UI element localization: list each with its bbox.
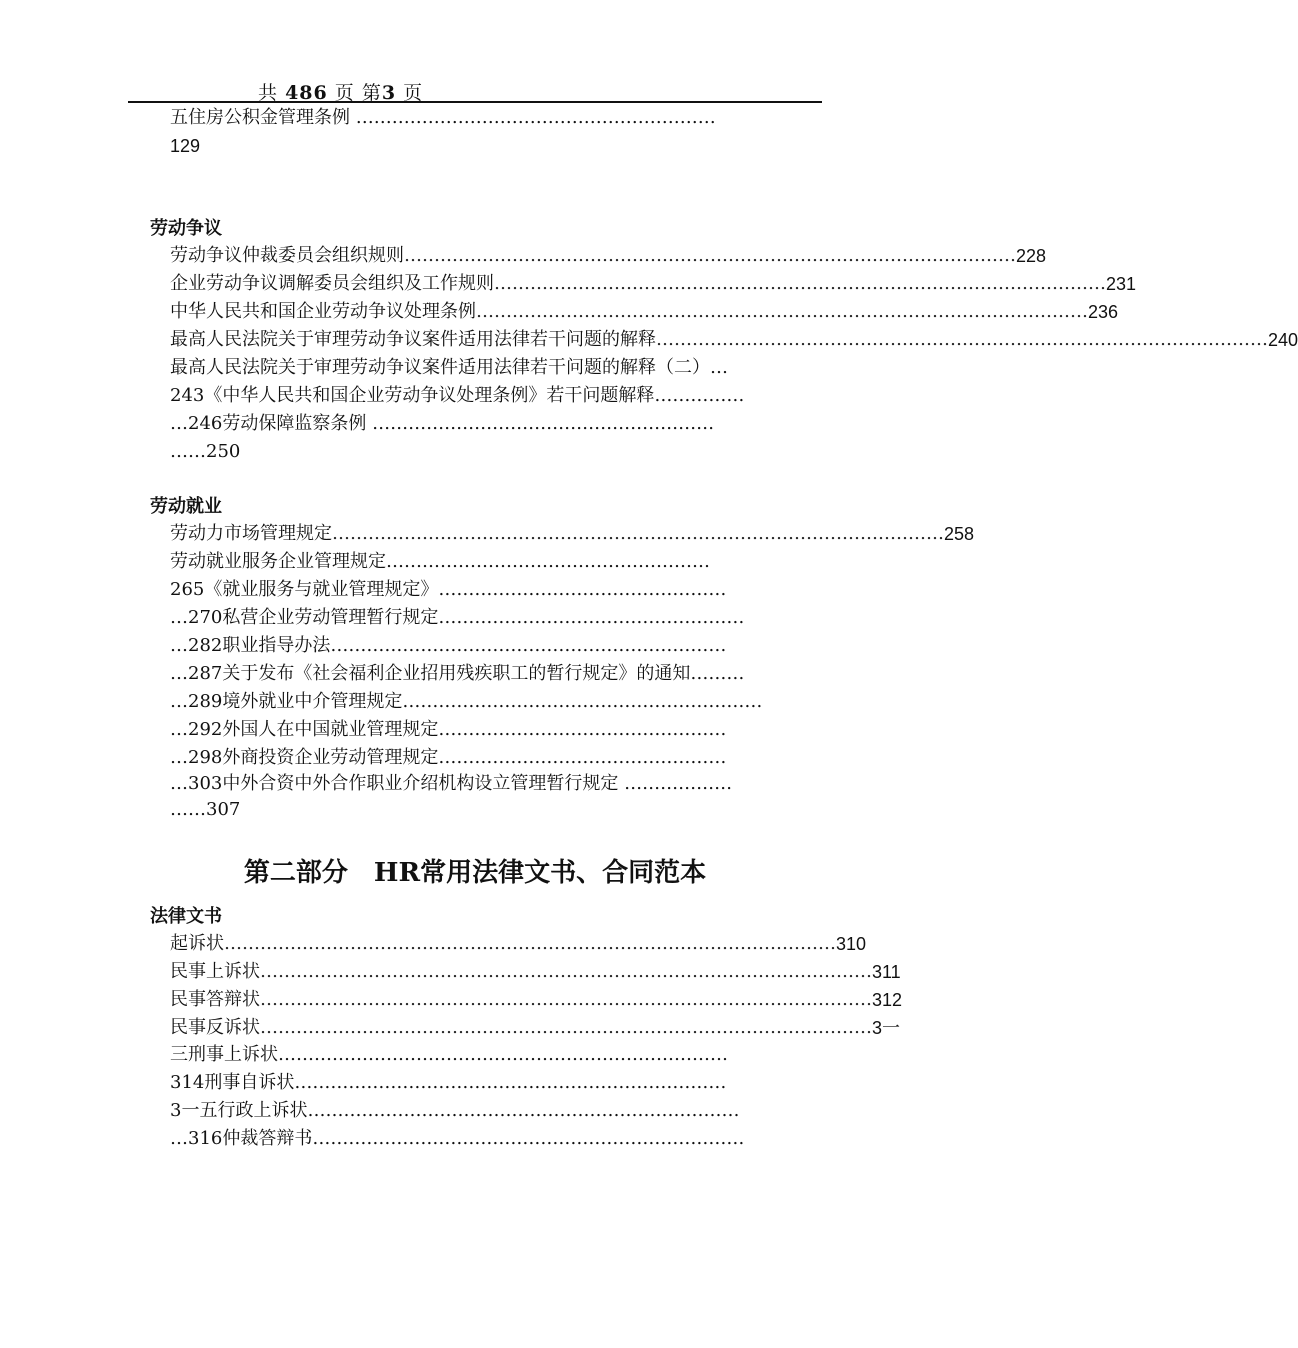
toc-line[interactable]: …298外商投资企业劳动管理规定………………………………………… xyxy=(170,747,727,768)
header-middle: 页 第 xyxy=(334,82,382,104)
toc-line[interactable]: …289境外就业中介管理规定…………………………………………………… xyxy=(170,691,763,712)
current-page: 3 xyxy=(381,82,397,104)
toc-line[interactable]: 企业劳动争议调解委员会组织及工作规则 ………………………………………………………………………………………… 231 xyxy=(170,271,822,297)
toc-line[interactable]: ……307 xyxy=(170,799,241,820)
toc-line[interactable]: 243《中华人民共和国企业劳动争议处理条例》若干问题解释…………… xyxy=(170,385,745,406)
leader-dots: ………………………………………………………………………………………… xyxy=(476,301,1088,322)
leader-dots: ………………………………………………………………………………………… xyxy=(224,933,836,954)
toc-line[interactable]: 起诉状 ………………………………………………………………………………………… 310 xyxy=(170,931,822,957)
header-rule xyxy=(128,101,822,103)
toc-line[interactable]: 中华人民共和国企业劳动争议处理条例 ………………………………………………………………………………………… 236 xyxy=(170,299,822,325)
leader-dots: ………………………………………………………………………………………… xyxy=(260,989,872,1010)
toc-line[interactable]: …246劳动保障监察条例 ………………………………………………… xyxy=(170,413,715,434)
toc-line[interactable]: 129 xyxy=(170,136,201,156)
leader-dots: ………………………………………………………………………………………… xyxy=(332,523,944,544)
toc-line[interactable]: …316仲裁答辩书……………………………………………………………… xyxy=(170,1128,745,1149)
toc-line[interactable]: 三刑事上诉状………………………………………………………………… xyxy=(170,1044,728,1065)
toc-line[interactable]: 劳动争议仲裁委员会组织规则 ………………………………………………………………………………………… 228 xyxy=(170,243,822,269)
toc-line[interactable]: …282职业指导办法………………………………………………………… xyxy=(170,635,727,656)
section-heading: 劳动争议 xyxy=(150,218,222,239)
header-prefix: 共 xyxy=(258,82,279,104)
toc-line[interactable]: …303中外合资中外合作职业介绍机构设立管理暂行规定 ……………… xyxy=(170,773,733,794)
toc-line[interactable]: 314刑事自诉状……………………………………………………………… xyxy=(170,1072,727,1093)
toc-line[interactable]: 民事上诉状 ………………………………………………………………………………………… 311 xyxy=(170,959,822,985)
toc-line[interactable]: 五住房公积金管理条例 …………………………………………………… xyxy=(170,107,716,128)
toc-line[interactable]: 民事答辩状 ………………………………………………………………………………………… 312 xyxy=(170,987,822,1013)
toc-line[interactable]: 劳动就业服务企业管理规定……………………………………………… xyxy=(170,551,710,572)
leader-dots: ………………………………………………………………………………………… xyxy=(494,273,1106,294)
toc-line[interactable]: …287关于发布《社会福利企业招用残疾职工的暂行规定》的通知……… xyxy=(170,663,745,684)
section-heading: 劳动就业 xyxy=(150,496,222,517)
total-pages: 486 xyxy=(285,82,328,104)
leader-dots: ………………………………………………………………………………………… xyxy=(260,961,872,982)
leader-dots: ………………………………………………………………………………………… xyxy=(260,1017,872,1038)
toc-line[interactable]: 民事反诉状 ………………………………………………………………………………………… 3一 xyxy=(170,1015,822,1041)
leader-dots: ………………………………………………………………………………………… xyxy=(656,329,1268,350)
toc-line[interactable]: ……250 xyxy=(170,441,241,462)
toc-line[interactable]: 劳动力市场管理规定 ………………………………………………………………………………………… 258 xyxy=(170,521,822,547)
toc-line[interactable]: 3一五行政上诉状……………………………………………………………… xyxy=(170,1100,740,1121)
toc-line[interactable]: 最高人民法院关于审理劳动争议案件适用法律若干问题的解释 ………………………………………………………………………………………… 240 xyxy=(170,327,822,353)
header-suffix: 页 xyxy=(403,82,424,104)
section-heading: 法律文书 xyxy=(150,906,222,927)
leader-dots: ………………………………………………………………………………………… xyxy=(404,245,1016,266)
toc-line[interactable]: …270私营企业劳动管理暂行规定…………………………………………… xyxy=(170,607,745,628)
toc-line[interactable]: …292外国人在中国就业管理规定………………………………………… xyxy=(170,719,727,740)
part-title: 第二部分 HR常用法律文书、合同范本 xyxy=(243,858,707,888)
toc-line[interactable]: 265《就业服务与就业管理规定》………………………………………… xyxy=(170,579,727,600)
toc-line[interactable]: 最高人民法院关于审理劳动争议案件适用法律若干问题的解释（二）… xyxy=(170,357,728,378)
